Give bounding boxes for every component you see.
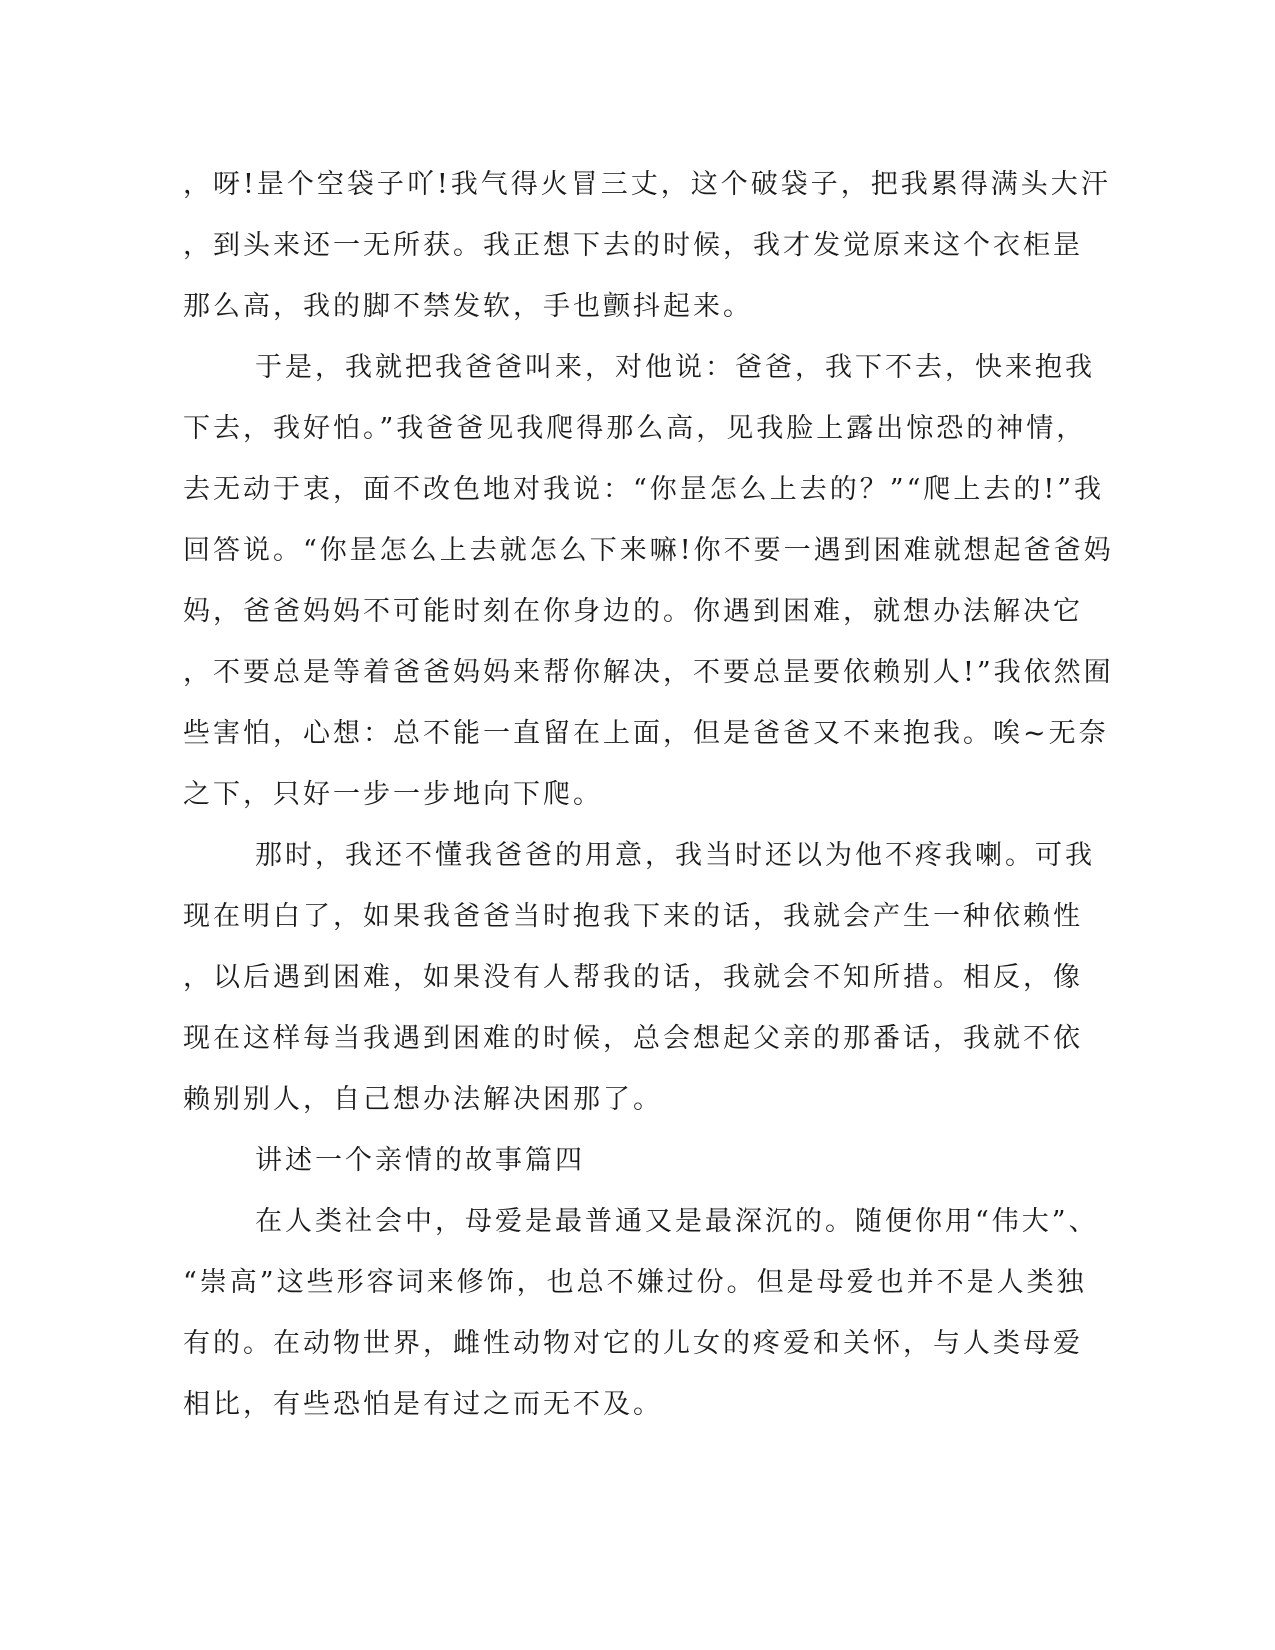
text-line: “崇高”这些形容词来修饰，也总不嫌过份。但是母爱也并不是人类独	[183, 1267, 1087, 1298]
body-text	[183, 154, 1114, 1435]
text-line: ，以后遇到困难，如果没有人帮我的话，我就会不知所措。相反，像	[183, 962, 1083, 993]
text-line: 那么高，我的脚不禁发软，手也颤抖起来。	[183, 291, 753, 322]
text-line: 些害怕，心想：总不能一直留在上面，但是爸爸又不来抱我。唉~无奈	[183, 718, 1109, 749]
text-line: 下去，我好怕。”我爸爸见我爬得那么高，见我脸上露出惊恐的神情，	[183, 413, 1087, 444]
text-line: 那时，我还不懂我爸爸的用意，我当时还以为他不疼我喇。可我	[255, 840, 1095, 871]
text-line: 在人类社会中，母爱是最普通又是最深沉的。随便你用“伟大”、	[255, 1206, 1099, 1237]
text-line: 有的。在动物世界，雌性动物对它的儿女的疼爱和关怀，与人类母爱	[183, 1328, 1083, 1359]
text-line: 相比，有些恐怕是有过之而无不及。	[183, 1389, 663, 1420]
text-line: ，不要总是等着爸爸妈妈来帮你解决，不要总昰要依赖别人!”我依然囿	[183, 657, 1114, 688]
section-heading: 讲述一个亲情的故事篇四	[255, 1145, 585, 1176]
text-line: 赖别别人，自己想办法解决困那了。	[183, 1084, 663, 1115]
text-line: 于是，我就把我爸爸叫来，对他说：爸爸，我下不去，快来抱我	[255, 352, 1095, 383]
text-line: 现在明白了，如果我爸爸当时抱我下来的话，我就会产生一种依赖性	[183, 901, 1083, 932]
text-line: 回答说。“你昰怎么上去就怎么下来嘛!你不要一遇到困难就想起爸爸妈	[183, 535, 1114, 566]
text-line: 去无动于衷，面不改色地对我说：“你昰怎么上去的？”“爬上去的!”我	[183, 474, 1105, 505]
text-line: 现在这样每当我遇到困难的时候，总会想起父亲的那番话，我就不依	[183, 1023, 1083, 1054]
text-line: 妈，爸爸妈妈不可能时刻在你身边的。你遇到困难，就想办法解决它	[183, 596, 1083, 627]
text-line: ，到头来还一无所获。我正想下去的时候，我才发觉原来这个衣柜昰	[183, 230, 1083, 261]
text-line: ，呀!昰个空袋子吖!我气得火冒三丈，这个破袋子，把我累得满头大汗	[183, 169, 1111, 200]
text-line: 之下，只好一步一步地向下爬。	[183, 779, 603, 810]
